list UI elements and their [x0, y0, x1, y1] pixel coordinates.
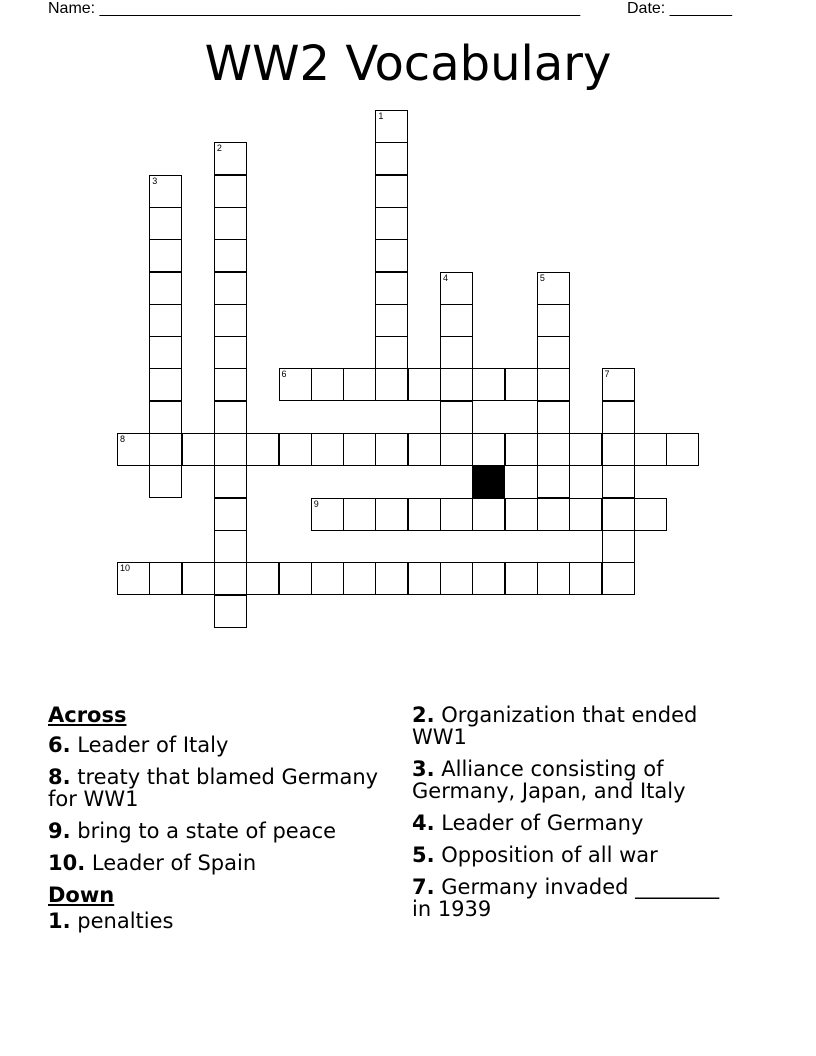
grid-cell[interactable]: [214, 498, 247, 531]
grid-cell[interactable]: [472, 562, 505, 595]
grid-cell[interactable]: [214, 175, 247, 208]
grid-cell[interactable]: [149, 433, 182, 466]
grid-cell[interactable]: [537, 336, 570, 369]
date-field-label[interactable]: Date: _______: [627, 0, 732, 17]
clue-number: 8.: [48, 765, 71, 789]
grid-cell[interactable]: [149, 465, 182, 498]
grid-cell[interactable]: [311, 498, 344, 531]
grid-cell[interactable]: [569, 498, 602, 531]
clue-down-3: [412, 758, 742, 802]
clue-number: 3.: [412, 757, 435, 781]
grid-cell[interactable]: [279, 433, 312, 466]
grid-cell[interactable]: [440, 336, 473, 369]
grid-cell[interactable]: [602, 562, 635, 595]
grid-cell[interactable]: [505, 562, 538, 595]
down-heading: Down: [48, 883, 115, 907]
clue-number: 10.: [48, 851, 86, 875]
clue-number: 1.: [48, 909, 71, 933]
grid-cell[interactable]: [537, 498, 570, 531]
grid-cell[interactable]: [440, 304, 473, 337]
grid-cell[interactable]: [182, 562, 215, 595]
clue-across-10: [48, 852, 388, 874]
clue-text: penalties: [70, 909, 174, 933]
clue-down-1: [48, 910, 388, 932]
clue-text: Germany invaded ________ in 1939: [412, 875, 720, 921]
grid-cell[interactable]: [343, 498, 376, 531]
grid-cell[interactable]: [537, 304, 570, 337]
grid-cell[interactable]: [375, 207, 408, 240]
grid-cell[interactable]: [375, 142, 408, 175]
grid-cell[interactable]: [343, 433, 376, 466]
grid-cell[interactable]: [214, 530, 247, 563]
cell-number: 6: [281, 369, 287, 380]
clue-text: bring to a state of peace: [70, 819, 337, 843]
grid-cell[interactable]: [214, 142, 247, 175]
grid-cell[interactable]: [149, 336, 182, 369]
grid-cell[interactable]: [117, 562, 150, 595]
grid-cell[interactable]: [375, 272, 408, 305]
grid-cell[interactable]: [505, 433, 538, 466]
grid-cell[interactable]: [214, 401, 247, 434]
grid-cell[interactable]: [602, 498, 635, 531]
cell-number: 4: [443, 272, 449, 283]
cell-number: 7: [604, 369, 610, 380]
cell-number: 8: [120, 434, 126, 444]
black-cell: [472, 465, 505, 498]
grid-cell[interactable]: [214, 207, 247, 240]
grid-cell[interactable]: [182, 433, 215, 466]
clue-across-9: [48, 820, 388, 842]
grid-cell[interactable]: [408, 368, 441, 401]
grid-cell[interactable]: [375, 368, 408, 401]
clue-text: Leader of Italy: [70, 733, 229, 757]
grid-cell[interactable]: [408, 433, 441, 466]
grid-cell[interactable]: [472, 368, 505, 401]
clue-text: Organization that ended WW1: [412, 703, 698, 749]
clue-number: 9.: [48, 819, 71, 843]
grid-cell[interactable]: [537, 368, 570, 401]
grid-cell[interactable]: [634, 433, 667, 466]
grid-cell[interactable]: [602, 433, 635, 466]
grid-cell[interactable]: [666, 433, 699, 466]
clues-column-right: [412, 704, 742, 930]
grid-cell[interactable]: [375, 336, 408, 369]
clue-number: 4.: [412, 811, 435, 835]
grid-cell[interactable]: [149, 207, 182, 240]
clue-down-2: [412, 704, 742, 748]
grid-cell[interactable]: [149, 368, 182, 401]
name-field-label[interactable]: Name: ______________________________________________________: [48, 0, 581, 17]
grid-cell[interactable]: [214, 336, 247, 369]
grid-cell[interactable]: [440, 401, 473, 434]
grid-cell[interactable]: [440, 562, 473, 595]
clue-down-5: [412, 844, 742, 866]
clue-text: treaty that blamed Germany for WW1: [48, 765, 379, 811]
grid-cell[interactable]: [279, 368, 312, 401]
grid-cell[interactable]: [569, 562, 602, 595]
grid-cell[interactable]: [375, 304, 408, 337]
grid-cell[interactable]: [149, 239, 182, 272]
grid-cell[interactable]: [472, 433, 505, 466]
grid-cell[interactable]: [214, 433, 247, 466]
cell-number: 10: [120, 563, 131, 574]
grid-cell[interactable]: [149, 562, 182, 595]
clue-number: 6.: [48, 733, 71, 757]
clues-column-left: [48, 704, 388, 942]
grid-cell[interactable]: [408, 498, 441, 531]
clue-text: Leader of Spain: [85, 851, 257, 875]
grid-cell[interactable]: [214, 304, 247, 337]
grid-cell[interactable]: [214, 465, 247, 498]
grid-cell[interactable]: [149, 272, 182, 305]
grid-cell[interactable]: [440, 368, 473, 401]
grid-cell[interactable]: [246, 562, 279, 595]
grid-cell[interactable]: [214, 368, 247, 401]
cell-number: 9: [313, 498, 319, 509]
grid-cell[interactable]: [602, 530, 635, 563]
grid-cell[interactable]: [537, 562, 570, 595]
clue-down-4: [412, 812, 742, 834]
grid-cell[interactable]: [602, 368, 635, 401]
grid-cell[interactable]: [311, 368, 344, 401]
grid-cell[interactable]: [472, 498, 505, 531]
grid-cell[interactable]: [214, 595, 247, 628]
clue-number: 5.: [412, 843, 435, 867]
clue-text: Alliance consisting of Germany, Japan, and Italy: [412, 757, 686, 803]
cell-number: 2: [216, 143, 222, 154]
grid-cell[interactable]: [537, 272, 570, 305]
grid-cell[interactable]: [375, 175, 408, 208]
grid-cell[interactable]: [440, 433, 473, 466]
grid-cell[interactable]: [537, 433, 570, 466]
grid-cell[interactable]: [375, 562, 408, 595]
clue-number: 7.: [412, 875, 435, 899]
clue-text: Opposition of all war: [434, 843, 658, 867]
across-heading: Across: [48, 703, 127, 727]
grid-cell[interactable]: [214, 239, 247, 272]
grid-cell[interactable]: [602, 401, 635, 434]
grid-cell[interactable]: [214, 562, 247, 595]
clue-across-8: [48, 766, 388, 810]
grid-cell[interactable]: [311, 433, 344, 466]
grid-cell[interactable]: [537, 465, 570, 498]
grid-cell[interactable]: [311, 562, 344, 595]
grid-cell[interactable]: [408, 562, 441, 595]
grid-cell[interactable]: [149, 304, 182, 337]
grid-cell[interactable]: [375, 498, 408, 531]
grid-cell[interactable]: [440, 498, 473, 531]
grid-cell[interactable]: [375, 110, 408, 143]
grid-cell[interactable]: [375, 433, 408, 466]
clue-down-7: [412, 876, 742, 920]
grid-cell[interactable]: [634, 498, 667, 531]
grid-cell[interactable]: [505, 368, 538, 401]
cell-number: 3: [152, 175, 158, 186]
grid-cell[interactable]: [505, 498, 538, 531]
page-title: WW2 Vocabulary: [204, 36, 612, 92]
grid-cell[interactable]: [343, 368, 376, 401]
grid-cell[interactable]: [246, 433, 279, 466]
grid-cell[interactable]: [343, 562, 376, 595]
grid-cell[interactable]: [537, 401, 570, 434]
grid-cell[interactable]: [149, 175, 182, 208]
cell-number: 5: [539, 272, 545, 283]
clue-text: Leader of Germany: [434, 811, 644, 835]
cell-number: 1: [378, 111, 384, 121]
grid-cell[interactable]: [214, 272, 247, 305]
grid-cell[interactable]: [149, 401, 182, 434]
grid-cell[interactable]: [375, 239, 408, 272]
grid-cell[interactable]: [117, 433, 150, 466]
clue-number: 2.: [412, 703, 435, 727]
clue-across-6: [48, 734, 388, 756]
grid-cell[interactable]: [440, 272, 473, 305]
grid-cell[interactable]: [569, 433, 602, 466]
grid-cell[interactable]: [279, 562, 312, 595]
grid-cell[interactable]: [602, 465, 635, 498]
